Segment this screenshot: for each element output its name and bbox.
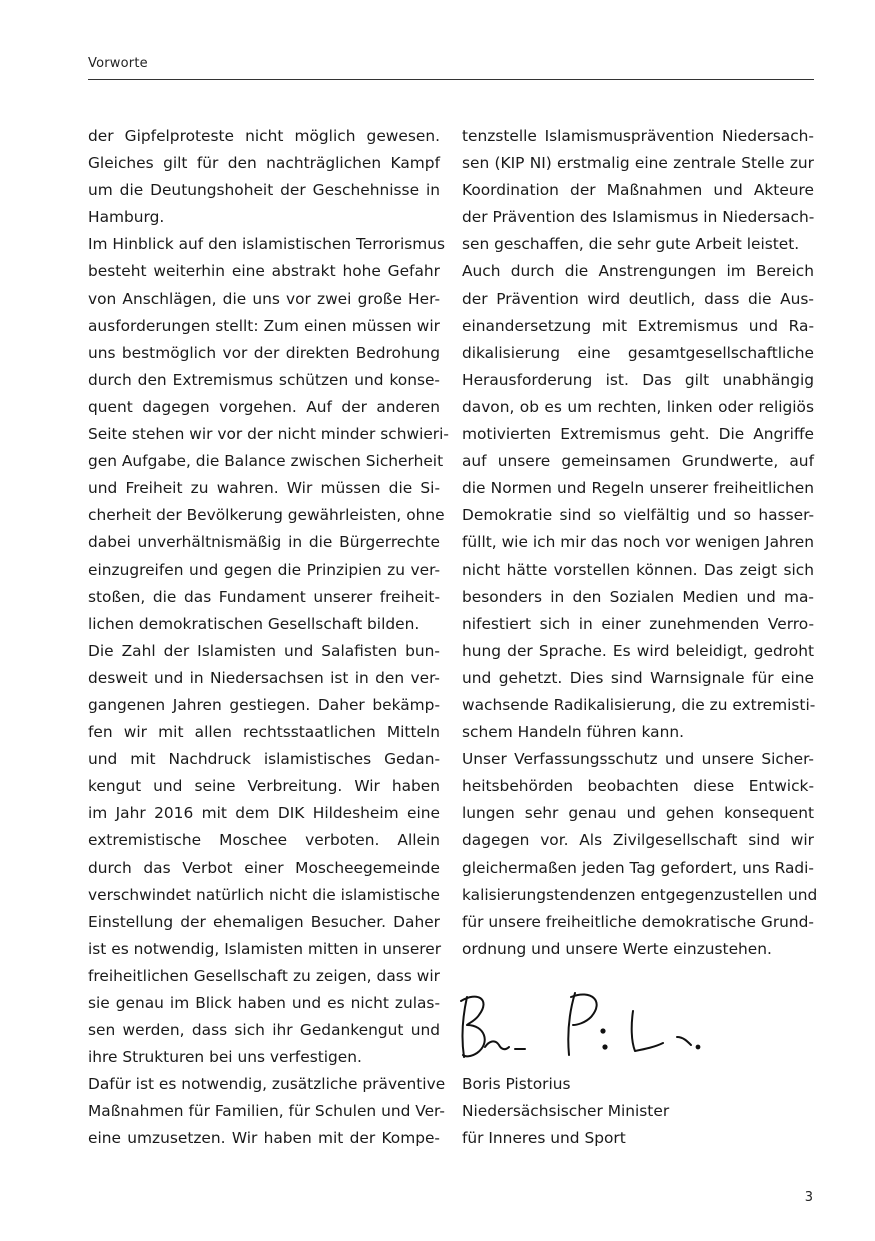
text-line: von Anschlägen, die uns vor zwei große Her- xyxy=(88,289,440,308)
signature-image xyxy=(455,985,715,1070)
text-line: Herausforderung ist. Das gilt unabhängig xyxy=(462,370,814,389)
text-line: fen wir mit allen rechtsstaatlichen Mitteln xyxy=(88,723,440,742)
text-line: schem Handeln führen kann. xyxy=(462,723,685,742)
text-line: wachsende Radikalisierung, die zu extremisti- xyxy=(462,695,816,714)
running-head: Vorworte xyxy=(88,56,148,71)
right-column xyxy=(462,123,818,963)
text-line: einandersetzung mit Extremismus und Ra- xyxy=(462,316,814,335)
text-line: dikalisierung eine gesamtgesellschaftliche xyxy=(462,343,814,362)
text-line: sen werden, dass sich ihr Gedankengut und xyxy=(88,1021,440,1040)
text-line: Hamburg. xyxy=(88,208,165,227)
text-line: durch das Verbot einer Moscheegemeinde xyxy=(88,858,440,877)
text-line: Dafür ist es notwendig, zusätzliche präventive xyxy=(88,1075,446,1094)
text-line: verschwindet natürlich nicht die islamistische xyxy=(88,885,440,904)
text-line: Die Zahl der Islamisten und Salafisten bun- xyxy=(88,641,440,660)
text-line: auf unsere gemeinsamen Grundwerte, auf xyxy=(462,452,814,471)
text-line: lungen sehr genau und gehen konsequent xyxy=(462,804,814,823)
header-rule xyxy=(88,79,814,80)
text-line: lichen demokratischen Gesellschaft bilden. xyxy=(88,614,420,633)
text-line: Seite stehen wir vor der nicht minder schwieri- xyxy=(88,425,449,444)
text-line: einzugreifen und gegen die Prinzipien zu ver- xyxy=(88,560,440,579)
signatory-title-line-1: Niedersächsischer Minister xyxy=(462,1102,670,1121)
text-line: freiheitlichen Gesellschaft zu zeigen, dass wir xyxy=(88,966,440,985)
text-line: gen Aufgabe, die Balance zwischen Sicherheit xyxy=(88,452,444,471)
text-line: für unsere freiheitliche demokratische Grund- xyxy=(462,912,814,931)
signatory-title-line-2: für Inneres und Sport xyxy=(462,1129,626,1148)
text-line: Gleiches gilt für den nachträglichen Kampf xyxy=(88,154,440,173)
text-line: nifestiert sich in einer zunehmenden Verro- xyxy=(462,614,814,633)
text-line: ihre Strukturen bei uns verfestigen. xyxy=(88,1048,362,1067)
text-line: desweit und in Niedersachsen ist in den ver- xyxy=(88,668,440,687)
left-column xyxy=(88,123,449,1153)
text-line: und mit Nachdruck islamistisches Gedan- xyxy=(88,750,440,769)
text-line: uns bestmöglich vor der direkten Bedrohung xyxy=(88,343,440,362)
text-line: durch den Extremismus schützen und konse- xyxy=(88,370,440,389)
text-line: ausforderungen stellt: Zum einen müssen wir xyxy=(88,316,440,335)
text-line: Unser Verfassungsschutz und unsere Sicher- xyxy=(462,750,814,769)
text-line: ordnung und unsere Werte einzustehen. xyxy=(462,939,772,958)
text-line: Auch durch die Anstrengungen im Bereich xyxy=(462,262,814,281)
text-line: Einstellung der ehemaligen Besucher. Daher xyxy=(88,912,440,931)
text-line: cherheit der Bevölkerung gewährleisten, ohne xyxy=(88,506,445,525)
text-line: füllt, wie ich mir das noch vor wenigen Jahren xyxy=(462,533,814,552)
text-line: kengut und seine Verbreitung. Wir haben xyxy=(88,777,440,796)
text-line: quent dagegen vorgehen. Auf der anderen xyxy=(88,397,440,416)
text-line: Maßnahmen für Familien, für Schulen und Ver- xyxy=(88,1102,445,1121)
text-line: der Gipfelproteste nicht möglich gewesen. xyxy=(88,127,440,145)
text-line: um die Deutungshoheit der Geschehnisse in xyxy=(88,181,440,200)
text-line: heitsbehörden beobachten diese Entwick- xyxy=(462,777,814,796)
text-line: und Freiheit zu wahren. Wir müssen die Si- xyxy=(88,479,440,498)
text-line: die Normen und Regeln unserer freiheitlichen xyxy=(462,479,814,498)
text-line: tenzstelle Islamismusprävention Niedersach- xyxy=(462,127,814,145)
text-line: der Prävention wird deutlich, dass die Aus- xyxy=(462,289,814,308)
text-line: hung der Sprache. Es wird beleidigt, gedroht xyxy=(462,641,814,660)
text-line: stoßen, die das Fundament unserer freiheit- xyxy=(88,587,440,606)
signatory-name: Boris Pistorius xyxy=(462,1075,571,1093)
text-line: dagegen vor. Als Zivilgesellschaft sind wir xyxy=(462,831,814,850)
text-line: Im Hinblick auf den islamistischen Terrorismus xyxy=(88,235,446,254)
page-number: 3 xyxy=(804,1190,813,1205)
text-line: davon, ob es um rechten, linken oder religiös xyxy=(462,397,814,416)
text-line: im Jahr 2016 mit dem DIK Hildesheim eine xyxy=(88,804,440,823)
text-line: besteht weiterhin eine abstrakt hohe Gefahr xyxy=(88,262,440,281)
text-line: ist es notwendig, Islamisten mitten in unserer xyxy=(88,939,442,958)
text-line: Demokratie sind so vielfältig und so hasser- xyxy=(462,506,814,525)
text-line: kalisierungstendenzen entgegenzustellen und xyxy=(462,885,818,904)
signature-block xyxy=(462,1071,669,1152)
text-line: sen (KIP NI) erstmalig eine zentrale Stelle zur xyxy=(462,154,814,173)
text-line: der Prävention des Islamismus in Niedersach- xyxy=(462,208,815,227)
text-line: gleichermaßen jeden Tag gefordert, uns Radi- xyxy=(462,858,814,877)
text-line: sie genau im Blick haben und es nicht zulas- xyxy=(88,994,440,1012)
text-line: motivierten Extremismus geht. Die Angriffe xyxy=(462,425,814,444)
text-line: besonders in den Sozialen Medien und ma- xyxy=(462,587,814,606)
text-line: und gehetzt. Dies sind Warnsignale für eine xyxy=(462,668,814,687)
text-line: Koordination der Maßnahmen und Akteure xyxy=(462,181,814,200)
text-line: sen geschaffen, die sehr gute Arbeit leistet. xyxy=(462,235,800,254)
text-line: dabei unverhältnismäßig in die Bürgerrechte xyxy=(88,533,440,552)
text-line: gangenen Jahren gestiegen. Daher bekämp- xyxy=(88,695,440,714)
text-line: eine umzusetzen. Wir haben mit der Kompe- xyxy=(88,1129,440,1148)
text-line: nicht hätte vorstellen können. Das zeigt sich xyxy=(462,560,814,579)
text-line: extremistische Moschee verboten. Allein xyxy=(88,831,440,850)
